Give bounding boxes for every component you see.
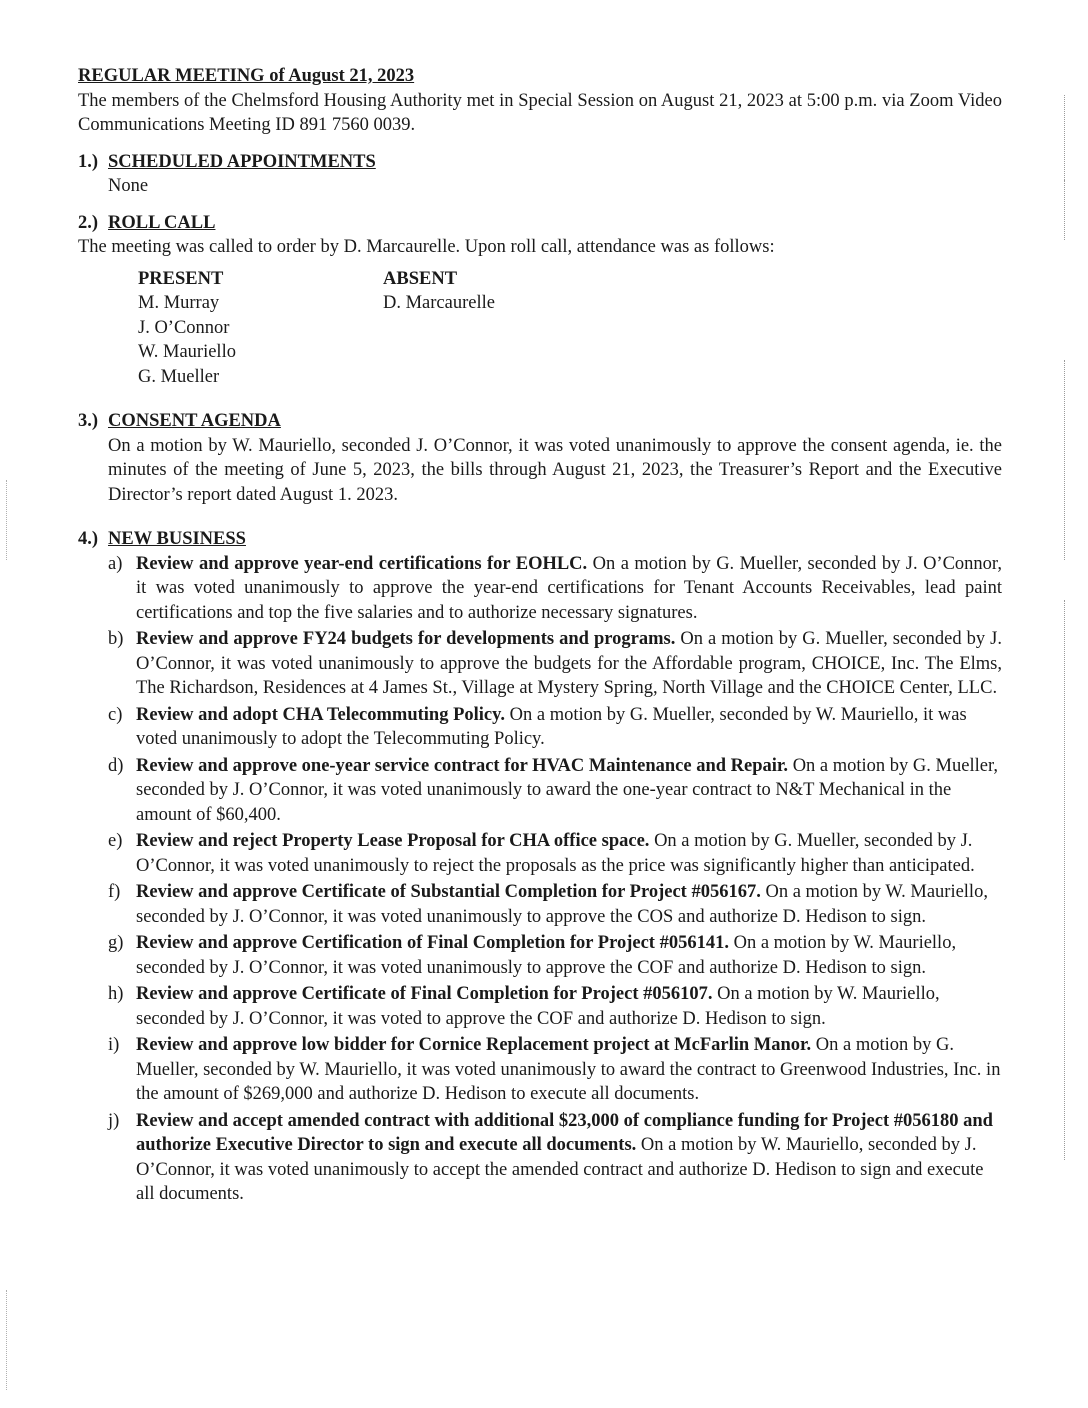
item-letter: i) <box>108 1035 120 1055</box>
present-member: W. Mauriello <box>138 342 236 362</box>
item-text <box>136 880 1002 929</box>
business-item <box>108 829 1002 878</box>
scan-edge-mark <box>6 480 8 560</box>
item-letter: c) <box>108 704 123 725</box>
section-scheduled-appointments <box>78 150 1002 199</box>
section-number: 1.) <box>78 151 99 172</box>
item-text <box>136 982 1002 1031</box>
present-member: J. O’Connor <box>138 317 230 338</box>
item-letter: b) <box>108 629 124 649</box>
item-text <box>136 829 1002 878</box>
item-heading: Review and approve one-year service contract for HVAC Maintenance and Repair. <box>136 755 789 776</box>
item-letter: j) <box>108 1110 120 1131</box>
section-heading <box>78 211 1002 236</box>
business-items-list <box>108 552 1002 1207</box>
section-consent-agenda <box>78 409 1002 507</box>
absent-header: ABSENT <box>383 268 458 289</box>
scan-edge-mark <box>1064 180 1066 240</box>
section-body: None <box>108 176 149 196</box>
item-description: On a motion by G. Mueller, seconded by J. O’Connor, it was voted unanimously to reject the proposals as the price was significantly higher than anticipated. <box>136 831 975 876</box>
section-title: SCHEDULED APPOINTMENTS <box>108 151 376 172</box>
item-text <box>136 1109 1002 1207</box>
scan-edge-mark <box>1064 360 1066 560</box>
item-description: On a motion by W. Mauriello, seconded by J. O’Connor, it was voted unanimously to approve the COS and authorize D. Hedison to sign. <box>136 882 988 927</box>
item-text <box>136 552 1002 626</box>
item-description: On a motion by G. Mueller, seconded by W. Mauriello, it was voted unanimously to award the contract to Greenwood Industries, Inc. in the amount of $269,000 and authorize D. Hedison to execute all documents. <box>136 1035 1001 1104</box>
item-heading: Review and accept amended contract with additional $23,000 of compliance funding for Project #056180 and authorize Executive Director to sign and execute all documents. <box>136 1110 993 1155</box>
scan-edge-mark <box>6 1290 8 1390</box>
business-item <box>108 703 1002 752</box>
present-column <box>138 267 383 390</box>
item-letter: d) <box>108 755 124 776</box>
business-item <box>108 931 1002 980</box>
item-text <box>136 627 1002 701</box>
item-heading: Review and approve low bidder for Cornice Replacement project at McFarlin Manor. <box>136 1035 812 1055</box>
section-heading <box>78 150 1002 175</box>
item-text <box>136 703 1002 752</box>
minutes-page <box>78 64 1002 1209</box>
business-item <box>108 880 1002 929</box>
section-number: 4.) <box>78 529 99 549</box>
item-description: On a motion by G. Mueller, seconded by J. O’Connor, it was voted unanimously to approve the budgets for the Affordable program, CHOICE, Inc. The Elms, The Richardson, Residences at 4 James St., Village at Mystery Spring, North Village and the CHOICE Center, LLC. <box>136 629 1002 698</box>
business-item <box>108 627 1002 701</box>
section-heading <box>78 527 1002 552</box>
item-heading: Review and approve Certificate of Substantial Completion for Project #056167. <box>136 882 761 902</box>
item-description: On a motion by W. Mauriello, seconded by J. O’Connor, it was voted unanimously to approve the COF and authorize D. Hedison to sign. <box>136 933 957 978</box>
section-number: 2.) <box>78 212 99 233</box>
item-letter: h) <box>108 984 124 1004</box>
meeting-title: REGULAR MEETING of August 21, 2023 <box>78 66 415 86</box>
business-item <box>108 1033 1002 1107</box>
present-member: G. Mueller <box>138 366 220 387</box>
business-item <box>108 1109 1002 1207</box>
scan-edge-mark <box>1064 600 1066 1160</box>
item-description: On a motion by G. Mueller, seconded by J. O’Connor, it was voted unanimously to approve the year-end certifications for Tenant Accounts Receivables, lead paint certifications and top the five salaries and to authorize necessary signatures. <box>136 553 1002 623</box>
section-number: 3.) <box>78 411 99 431</box>
item-text <box>136 931 1002 980</box>
section-heading <box>78 409 1002 434</box>
absent-member: D. Marcaurelle <box>383 293 495 313</box>
business-item <box>108 982 1002 1031</box>
present-member: M. Murray <box>138 293 220 313</box>
section-body: The meeting was called to order by D. Marcaurelle. Upon roll call, attendance was as follows: <box>78 237 775 257</box>
item-letter: f) <box>108 882 121 902</box>
item-heading: Review and reject Property Lease Proposal for CHA office space. <box>136 831 650 851</box>
item-text <box>136 754 1002 828</box>
section-new-business <box>78 527 1002 1207</box>
item-letter: e) <box>108 831 123 851</box>
section-title: NEW BUSINESS <box>108 529 246 549</box>
section-title: ROLL CALL <box>108 212 216 233</box>
item-letter: g) <box>108 933 124 953</box>
section-body: On a motion by W. Mauriello, seconded J. O’Connor, it was voted unanimously to approve the consent agenda, ie. the minutes of the meeting of June 5, 2023, the bills through August 21, 2023, the Treasurer’s Report and the Executive Director’s report dated August 1. 2023. <box>108 435 1002 505</box>
business-item <box>108 754 1002 828</box>
item-description: On a motion by W. Mauriello, seconded by J. O’Connor, it was voted to approve the COF and authorize D. Hedison to sign. <box>136 984 940 1029</box>
item-heading: Review and approve Certificate of Final Completion for Project #056107. <box>136 984 713 1004</box>
intro-paragraph: The members of the Chelmsford Housing Authority met in Special Session on August 21, 2023 at 5:00 p.m. via Zoom Video Communications Meeting ID 891 7560 0039. <box>78 90 1002 135</box>
item-letter: a) <box>108 553 123 574</box>
item-heading: Review and approve Certification of Final Completion for Project #056141. <box>136 933 729 953</box>
item-description: On a motion by W. Mauriello, seconded by J. O’Connor, it was voted unanimously to accept the amended contract and authorize D. Hedison to sign and execute all documents. <box>136 1135 984 1204</box>
section-roll-call <box>78 211 1002 390</box>
item-description: On a motion by G. Mueller, seconded by W. Mauriello, it was voted unanimously to adopt the Telecommuting Policy. <box>136 704 967 749</box>
present-header: PRESENT <box>138 268 224 289</box>
item-heading: Review and approve FY24 budgets for developments and programs. <box>136 629 676 649</box>
item-text <box>136 1033 1002 1107</box>
attendance-table <box>138 267 1002 390</box>
item-heading: Review and approve year-end certifications for EOHLC. <box>136 553 588 574</box>
scan-edge-mark <box>1064 95 1066 190</box>
item-heading: Review and adopt CHA Telecommuting Policy. <box>136 704 505 725</box>
section-title: CONSENT AGENDA <box>108 411 281 431</box>
absent-column <box>383 267 628 390</box>
item-description: On a motion by G. Mueller, seconded by J. O’Connor, it was voted unanimously to award the one-year contract to N&T Mechanical in the amount of $60,400. <box>136 755 998 825</box>
business-item <box>108 552 1002 626</box>
